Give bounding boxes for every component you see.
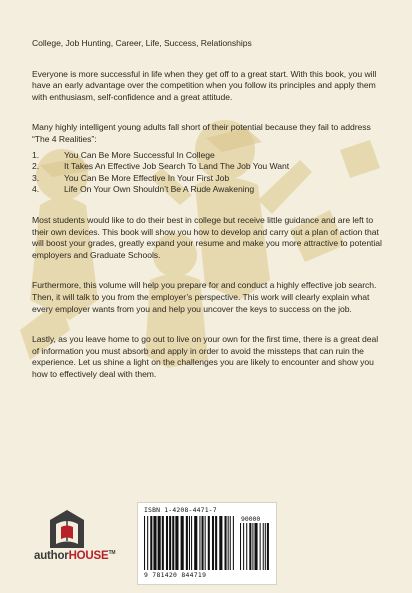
job-search-paragraph: Furthermore, this volume will help you prepare for and conduct a highly effective job search. Then, it will talk to you from the employer’s perspective. This work will clearly explain what every employer wants from you and help you uncover the keys to success on the job.: [32, 280, 377, 314]
barcode-bar: [249, 523, 251, 570]
list-number: 3.: [32, 172, 40, 183]
barcode-bar: [202, 516, 204, 570]
college-paragraph: Most students would like to do their best in college but receive little guidance and are left to their own devices. This book will show you how to develop and carry out a plan of action that will boost your grades, greatly expand your resume and make you more attractive to potential employers and Graduate Schools.: [32, 214, 382, 260]
publisher-name-part1: author: [34, 550, 69, 562]
barcode-bar: [181, 516, 184, 570]
barcode-bar: [205, 516, 206, 570]
barcode-bar: [166, 516, 168, 570]
barcode-bars: [144, 516, 236, 570]
addon-barcode-bars: [240, 523, 271, 570]
barcode-bar: [153, 516, 156, 570]
isbn-number: ISBN 1-4208-4471-7: [144, 506, 217, 514]
list-number: 1.: [32, 149, 40, 160]
list-item: [32, 161, 384, 173]
barcode-bar: [191, 516, 192, 570]
barcode-bar: [246, 523, 247, 570]
publisher-name: [34, 550, 115, 562]
barcode-bar: [254, 523, 257, 570]
house-book-icon: [48, 508, 86, 550]
barcode-bar: [150, 516, 152, 570]
barcode-bar: [265, 523, 266, 570]
barcode-bar: [186, 516, 188, 570]
trademark-mark: TM: [108, 550, 116, 557]
barcode-bar: [199, 516, 200, 570]
intro-paragraph: Everyone is more successful in life when they get off to a great start. With this book, you will have an early advantage over the competition when you follow its principles and apply them with enthusiasm, self-confidence and a great attitude.: [32, 68, 377, 102]
list-text: It Takes An Effective Job Search To Land The Job You Want: [64, 161, 290, 172]
barcode-bar: [212, 516, 214, 570]
barcode-bar: [243, 523, 244, 570]
list-text: You Can Be More Effective In Your First Job: [64, 172, 230, 183]
tagline: College, Job Hunting, Career, Life, Success, Relationships: [32, 38, 252, 48]
realities-list: [32, 150, 384, 196]
list-item: [32, 184, 384, 196]
back-cover-text: [32, 38, 384, 399]
barcode-bar: [233, 516, 234, 570]
barcode-bar: [260, 523, 261, 570]
ean-number: 9 781420 844719: [144, 571, 207, 579]
barcode-bar: [172, 516, 174, 570]
list-text: Life On Your Own Shouldn’t Be A Rude Awakening: [64, 184, 255, 195]
barcode-bar: [208, 516, 210, 570]
barcode-bar: [158, 516, 161, 570]
barcode-bar: [267, 523, 269, 570]
barcode-bar: [240, 523, 241, 570]
barcode-bar: [169, 516, 171, 570]
barcode-bar: [228, 516, 229, 570]
barcode-bar: [189, 516, 190, 570]
barcode-bar: [194, 516, 197, 570]
barcode-bar: [215, 516, 217, 570]
list-item: [32, 173, 384, 185]
publisher-name-part2: HOUSE: [68, 550, 109, 562]
barcode-bar: [252, 523, 253, 570]
barcode-bar: [230, 516, 231, 570]
barcode-bar: [219, 516, 222, 570]
list-text: You Can Be More Successful In College: [64, 149, 215, 160]
publisher-logo: [34, 508, 154, 568]
list-number: 4.: [32, 184, 40, 195]
barcode-bar: [225, 516, 227, 570]
life-paragraph: Lastly, as you leave home to go out to live on your own for the first time, there is a great deal of information you must absorb and apply in order to avoid the missteps that can ruin the experience. Let us shine a light on the challenges you are likely to encounter and show you how to effectively deal with them.: [32, 334, 379, 379]
realities-lead: Many highly intelligent young adults fall short of their potential because they fail to address “The 4 Realities”:: [32, 122, 371, 144]
list-number: 2.: [32, 161, 40, 172]
list-item: [32, 150, 384, 162]
barcode-bar: [147, 516, 148, 570]
barcode-bar: [175, 516, 178, 570]
price-addon-code: 90000: [241, 515, 261, 523]
isbn-barcode: [137, 502, 277, 585]
barcode-bar: [144, 516, 145, 570]
barcode-bar: [263, 523, 264, 570]
barcode-bar: [162, 516, 164, 570]
